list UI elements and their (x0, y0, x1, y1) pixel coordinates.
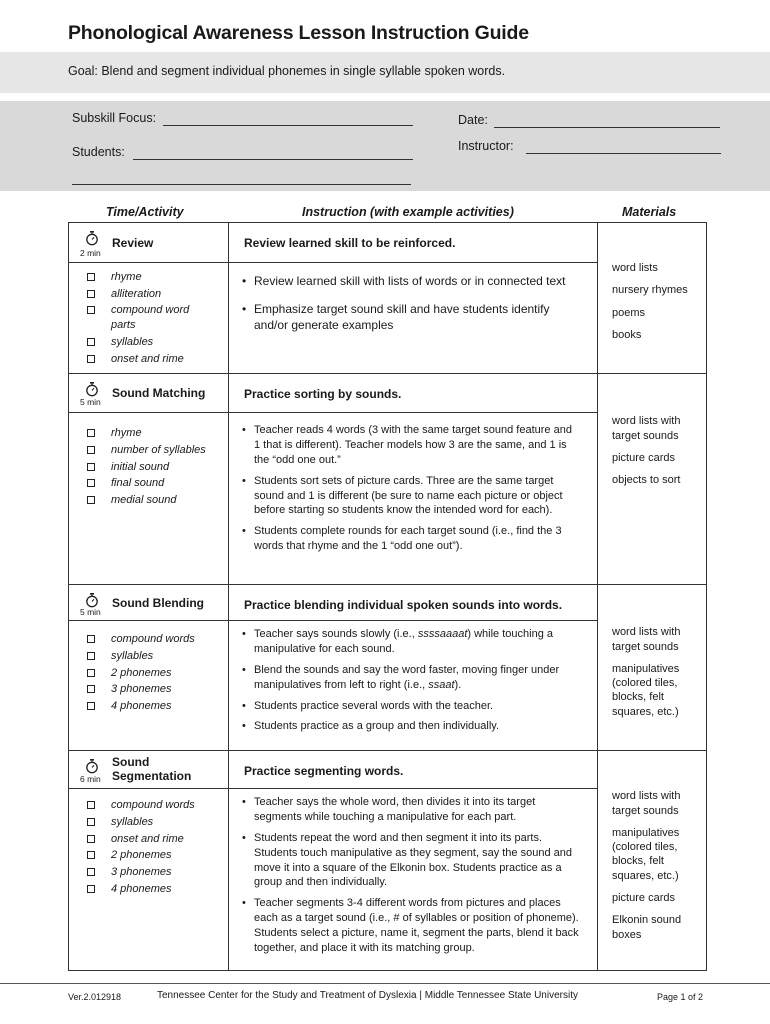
material-item: books (612, 328, 642, 341)
review-skills (69, 263, 228, 373)
stopwatch-icon (85, 592, 99, 608)
segmentation-bullets (229, 789, 597, 969)
checkbox-icon[interactable] (87, 635, 95, 643)
skill-label: syllables (111, 335, 154, 348)
material-item: picture cards (612, 451, 675, 464)
skill-checkbox[interactable] (87, 475, 228, 492)
skill-label: final sound (111, 477, 165, 490)
bullet-text: ) while touching a manipulative for each sound. (254, 628, 553, 656)
date-field[interactable] (494, 127, 720, 128)
skill-label: compound words (111, 799, 195, 812)
blending-activity-cell (69, 585, 229, 621)
instruction-bullet (241, 663, 581, 693)
checkbox-icon[interactable] (87, 338, 95, 346)
review-heading: Review learned skill to be reinforced. (229, 223, 598, 263)
skill-label: 2 phonemes (111, 849, 172, 862)
blending-heading: Practice blending individual spoken sounds into words. (229, 585, 598, 621)
skill-checkbox[interactable] (87, 286, 228, 303)
blending-skills (69, 621, 228, 721)
skill-label: alliteration (111, 287, 162, 300)
material-item: word lists with target sounds (612, 415, 681, 442)
segmentation-skills-cell (69, 789, 229, 970)
skill-label: medial sound (111, 494, 177, 507)
bullet-text: Blend the sounds and say the word faster, moving finger under manipulatives from left to right (i.e., (254, 663, 560, 691)
skill-label: initial sound (111, 460, 170, 473)
segmentation-name-line2: Segmentation (112, 769, 192, 784)
bullet-text: ). (454, 678, 462, 691)
instruction-bullet: • Students practice as a group and then individually. (241, 719, 581, 734)
skill-checkbox[interactable] (87, 334, 228, 351)
segmentation-minutes: 6 min (80, 774, 101, 785)
instruction-bullet: • Students complete rounds for each target sound (i.e., find the 3 words that rhyme and the 1 “odd one out”). (241, 524, 581, 554)
instruction-bullet: • Students repeat the word and then segment it into its parts. Students touch manipulative as they segment, say the sound and move it into a square of the Elkonin box. Students practice as a group and then individually. (241, 831, 581, 890)
segmentation-instructions-cell (229, 789, 598, 970)
review-header-row (69, 223, 707, 263)
blending-name: Sound Blending (112, 596, 204, 611)
footer-center: Tennessee Center for the Study and Treatment of Dyslexia | Middle Tennessee State University (157, 990, 578, 1001)
checkbox-icon[interactable] (87, 851, 95, 859)
blending-skills-cell (69, 621, 229, 751)
skill-checkbox[interactable] (87, 648, 228, 665)
matching-name: Sound Matching (112, 386, 206, 401)
material-item: poems (612, 306, 646, 319)
info-band (0, 101, 770, 191)
material-item: nursery rhymes (612, 284, 688, 297)
skill-checkbox[interactable] (87, 665, 228, 682)
bullet-emphasis: ssssaaaat (417, 628, 468, 641)
skill-checkbox[interactable] (87, 847, 228, 864)
bullet-text: Teacher says sounds slowly (i.e., (254, 628, 418, 641)
skill-checkbox[interactable] (87, 492, 228, 509)
checkbox-icon[interactable] (87, 702, 95, 710)
skill-checkbox[interactable] (87, 459, 228, 476)
checkbox-icon[interactable] (87, 496, 95, 504)
skill-label: syllables (111, 649, 154, 662)
skill-label: 4 phonemes (111, 700, 172, 713)
col-header-materials: Materials (622, 205, 677, 219)
segmentation-name (112, 756, 191, 784)
skill-checkbox[interactable] (87, 864, 228, 881)
skill-label: onset and rime (111, 352, 184, 365)
skill-checkbox[interactable] (87, 425, 228, 442)
col-header-instruction: Instruction (with example activities) (302, 205, 514, 219)
skill-label: onset and rime (111, 832, 184, 845)
instruction-bullet (241, 627, 581, 657)
matching-header-row (69, 374, 707, 413)
skill-label: rhyme (111, 271, 142, 283)
skill-checkbox[interactable] (87, 442, 228, 459)
segmentation-name-line1: Sound (112, 755, 150, 770)
skill-label: 4 phonemes (111, 882, 172, 895)
checkbox-icon[interactable] (87, 818, 95, 826)
instructor-field[interactable] (526, 153, 721, 154)
goal-text: Goal: Blend and segment individual phonemes in single syllable spoken words. (68, 64, 506, 78)
checkbox-icon[interactable] (87, 835, 95, 843)
blending-instructions-cell (229, 621, 598, 751)
matching-materials (598, 374, 707, 585)
stopwatch-icon (85, 758, 99, 774)
subskill-field[interactable] (163, 125, 413, 126)
instruction-bullet: • Review learned skill with lists of words or in connected text (241, 273, 581, 289)
skill-label: 2 phonemes (111, 666, 172, 679)
blending-bullets (229, 621, 597, 748)
skill-checkbox[interactable] (87, 302, 228, 331)
blending-header-row (69, 585, 707, 621)
material-item: manipulatives (colored tiles, blocks, felt squares, etc.) (612, 826, 680, 882)
matching-instructions-cell (229, 413, 598, 585)
skill-checkbox[interactable] (87, 269, 228, 286)
review-materials (598, 223, 707, 374)
material-item: word lists with target sounds (612, 626, 681, 653)
skill-label: number of syllables (111, 443, 206, 456)
footer-page: Page 1 of 2 (657, 992, 704, 1002)
skill-checkbox[interactable] (87, 681, 228, 698)
page-title: Phonological Awareness Lesson Instruction Guide (68, 22, 529, 44)
checkbox-icon[interactable] (87, 355, 95, 363)
checkbox-icon[interactable] (87, 290, 95, 298)
segmentation-header-row (69, 751, 707, 789)
blending-minutes: 5 min (80, 607, 101, 618)
skill-checkbox[interactable] (87, 881, 228, 898)
material-item: objects to sort (612, 474, 681, 487)
material-item: word lists (612, 262, 658, 274)
instruction-bullet: • Students sort sets of picture cards. Three are the same target sound and 1 is different (be sure to name each picture or object before starting so students know the intended word for each). (241, 474, 581, 519)
review-activity-cell (69, 223, 229, 263)
segmentation-activity-cell (69, 751, 229, 789)
skill-label: 3 phonemes (111, 683, 172, 696)
checkbox-icon[interactable] (87, 801, 95, 809)
date-label: Date: (458, 113, 488, 127)
instruction-bullet: • Emphasize target sound skill and have students identify and/or generate examples (241, 301, 581, 333)
skill-label: 3 phonemes (111, 866, 172, 879)
material-item: Elkonin sound boxes (612, 914, 682, 941)
review-name: Review (112, 236, 154, 250)
matching-minutes: 5 min (80, 397, 101, 408)
instruction-bullet: • Students practice several words with the teacher. (241, 699, 581, 714)
blending-materials (598, 585, 707, 751)
matching-skills (69, 413, 228, 515)
skill-checkbox[interactable] (87, 698, 228, 715)
matching-bullets (229, 413, 597, 568)
instruction-bullet: • Teacher segments 3-4 different words from pictures and places each as a target sound (i.e., # of syllables or position of phoneme). Students select a picture, name it, segment the parts, blend it back together, and place it with its matching group. (241, 896, 581, 955)
review-instructions-cell (229, 263, 598, 374)
segmentation-materials (598, 751, 707, 970)
checkbox-icon[interactable] (87, 868, 95, 876)
skill-checkbox[interactable] (87, 831, 228, 848)
checkbox-icon[interactable] (87, 669, 95, 677)
checkbox-icon[interactable] (87, 652, 95, 660)
skill-label: compound words (111, 633, 195, 646)
instructor-label: Instructor: (458, 139, 514, 153)
footer-divider (0, 983, 770, 984)
skill-label: compound word (111, 304, 190, 317)
skill-label: syllables (111, 815, 154, 828)
subskill-label: Subskill Focus: (72, 111, 157, 125)
col-header-time: Time/Activity (106, 205, 184, 219)
matching-heading: Practice sorting by sounds. (229, 374, 598, 413)
skill-label-continued: parts (111, 319, 136, 332)
students-field[interactable] (133, 159, 413, 160)
stopwatch-icon (85, 381, 99, 397)
skill-checkbox[interactable] (87, 631, 228, 648)
skill-checkbox[interactable] (87, 351, 228, 368)
review-bullets (229, 263, 597, 354)
segmentation-heading: Practice segmenting words. (229, 751, 598, 789)
review-skills-cell (69, 263, 229, 374)
material-item: word lists with target sounds (612, 790, 681, 817)
checkbox-icon[interactable] (87, 479, 95, 487)
goal-band (0, 52, 770, 93)
matching-skills-cell (69, 413, 229, 585)
review-minutes: 2 min (80, 248, 101, 258)
lesson-table (68, 222, 707, 971)
segmentation-skills (69, 789, 228, 903)
material-item: manipulatives (colored tiles, blocks, felt squares, etc.) (612, 662, 680, 718)
skill-checkbox[interactable] (87, 797, 228, 814)
checkbox-icon[interactable] (87, 685, 95, 693)
bullet-emphasis: ssaat (428, 678, 455, 691)
checkbox-icon[interactable] (87, 885, 95, 893)
stopwatch-icon (85, 230, 99, 246)
instruction-bullet: • Teacher says the whole word, then divides it into its target segments while touching a manipulative for each part. (241, 795, 581, 825)
footer-version: Ver.2.012918 (68, 992, 122, 1002)
skill-checkbox[interactable] (87, 814, 228, 831)
instruction-bullet: • Teacher reads 4 words (3 with the same target sound feature and 1 that is different). Teacher models how 3 are the same, and 1 is the “odd one out.” (241, 423, 581, 468)
students-field-2[interactable] (72, 184, 411, 185)
checkbox-icon[interactable] (87, 446, 95, 454)
checkbox-icon[interactable] (87, 429, 95, 437)
skill-label: rhyme (111, 427, 142, 440)
checkbox-icon[interactable] (87, 463, 95, 471)
checkbox-icon[interactable] (87, 273, 95, 281)
material-item: picture cards (612, 892, 675, 905)
students-label: Students: (72, 145, 125, 159)
matching-activity-cell (69, 374, 229, 413)
checkbox-icon[interactable] (87, 306, 95, 314)
